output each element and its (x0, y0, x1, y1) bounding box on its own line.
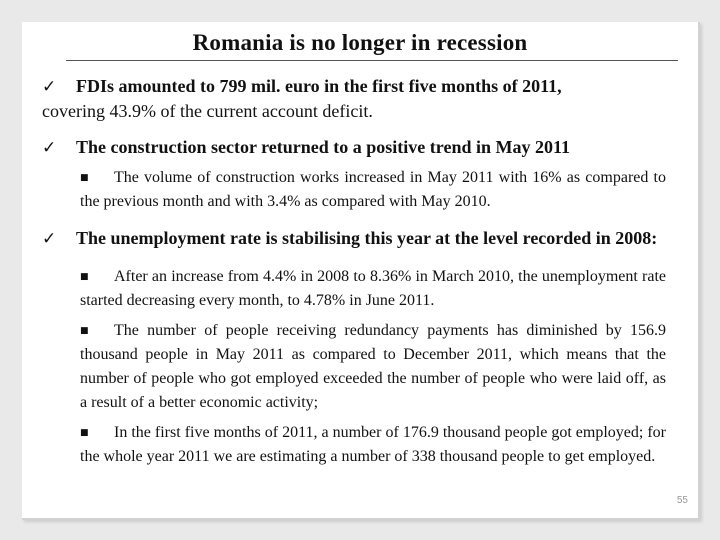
square-bullet-icon: ■ (80, 428, 89, 438)
sub-bullet-unemployment-rate-text: After an increase from 4.4% in 2008 to 8.36% in March 2010, the unemployment rate started decreasing every month, to 4.78% in June 2011. (80, 268, 666, 309)
slide-content (42, 74, 666, 469)
bullet-unemployment-text: The unemployment rate is stabilising this year at the level recorded in 2008: (76, 228, 658, 248)
sub-bullet-construction-volume-text: The volume of construction works increased in May 2011 with 16% as compared to the previous month and with 3.4% as compared with May 2010. (80, 169, 666, 210)
square-bullet-icon: ■ (80, 326, 89, 336)
bullet-fdi (42, 74, 666, 123)
bullet-construction (42, 135, 666, 160)
checkmark-icon: ✓ (42, 229, 57, 249)
square-bullet-icon: ■ (80, 173, 89, 183)
checkmark-icon: ✓ (42, 138, 57, 158)
sub-bullet-redundancy (42, 319, 666, 415)
slide-title: Romania is no longer in recession (192, 30, 528, 55)
sub-bullet-unemployment-rate (42, 265, 666, 313)
bullet-construction-text: The construction sector returned to a positive trend in May 2011 (76, 137, 570, 157)
checkmark-icon: ✓ (42, 77, 57, 97)
bullet-unemployment (42, 226, 666, 251)
sub-bullet-employment-forecast-text: In the first five months of 2011, a number of 176.9 thousand people got employed; for the whole year 2011 we are estimating a number of 338 thousand people to get employed. (80, 424, 666, 465)
square-bullet-icon: ■ (80, 272, 89, 282)
bullet-fdi-text: FDIs amounted to 799 mil. euro in the first five months of 2011, (76, 76, 562, 96)
title-underline (66, 60, 678, 61)
sub-bullet-construction-volume (42, 166, 666, 214)
slide (22, 22, 700, 520)
sub-bullet-employment-forecast (42, 421, 666, 469)
bullet-fdi-continuation: covering 43.9% of the current account deficit. (42, 101, 373, 121)
sub-bullet-redundancy-text: The number of people receiving redundancy payments has diminished by 156.9 thousand people in May 2011 as compared to December 2011, which means that the number of people who got employed exceeded the number of people who were laid off, as a result of a better economic activity; (80, 322, 666, 411)
page-number: 55 (676, 495, 688, 506)
